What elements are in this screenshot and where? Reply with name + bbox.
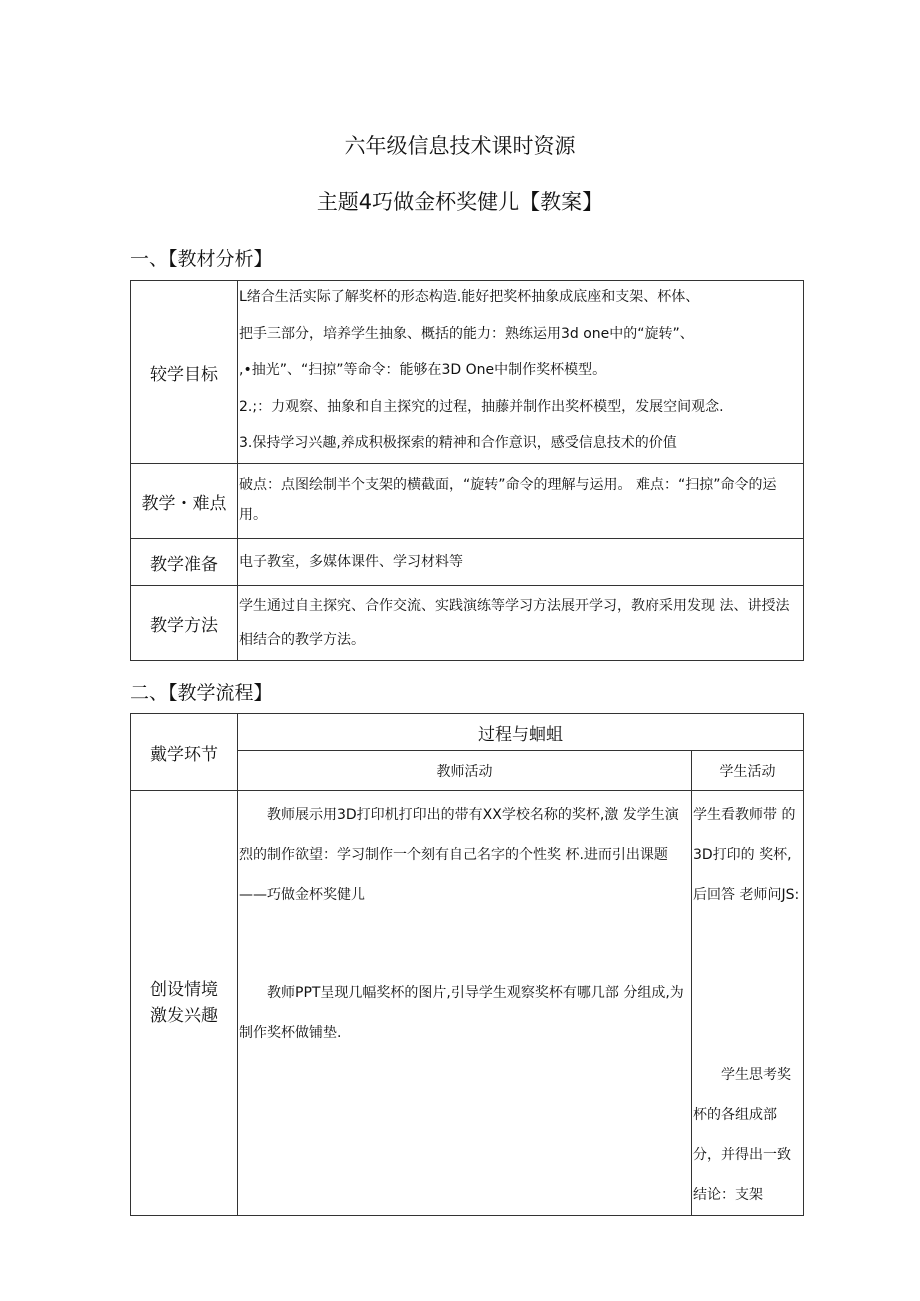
header-student: 学生活动: [692, 751, 804, 791]
doc-title: 六年级信息技术课时资源: [344, 134, 576, 158]
flow-table: [130, 713, 804, 1216]
stage-line: 创设情境: [150, 980, 218, 1000]
stage-cell: [131, 791, 238, 1216]
difficulty-cell: 破点：点图绘制半个支架的横截面，“旋转”命令的理解与运用。 难点：“扫掠”命令的运用。: [238, 464, 804, 539]
student-paragraph: 学生看教师带 的3D打印的 奖杯,后回答 老师问JS:: [693, 807, 800, 903]
teacher-paragraph: 教师PPT呈现几幅奖杯的图片,引导学生观察奖杯有哪几部 分组成,为制作奖杯做铺垫.: [239, 985, 684, 1041]
row-label: 教学方法: [131, 586, 238, 661]
header-process: 过程与蛔蛆: [238, 714, 804, 751]
row-label: 教学・难点: [131, 464, 238, 539]
header-stage: 戴学环节: [131, 714, 238, 791]
doc-subtitle: 主题4巧做金杯奖健儿【教案】: [316, 190, 604, 214]
analysis-table: [130, 280, 804, 661]
goal-line: 2.;：力观察、抽象和自主探究的过程，抽藤并制作出奖杯模型，发展空间观念.: [239, 398, 724, 415]
teacher-activity-cell: [238, 791, 692, 1216]
goal-line: L绪合生活实际了解奖杯的形态构造.能好把奖杯抽象成底座和支架、杯体、: [239, 289, 700, 305]
row-label: 教学准备: [131, 539, 238, 586]
section-heading-analysis: 一、【教材分析】: [130, 248, 273, 270]
teacher-paragraph: 教师展示用3D打印机打印出的带有XX学校名称的奖杯,激 发学生演烈的制作欲望：学习制作一个刻有自己名字的个性奖 杯.进而引出课题——巧做金杯奖健儿: [239, 807, 679, 903]
goals-cell: [238, 281, 804, 464]
goal-line: 3.保持学习兴趣,养成积极探索的精神和合作意识，感受信息技术的价值: [239, 435, 677, 451]
student-paragraph: 学生思考奖杯的各组成部分，并得出一致结论：支架: [693, 1067, 791, 1203]
stage-line: 激发兴趣: [150, 1006, 218, 1026]
section-heading-flow: 二、【教学流程】: [130, 682, 273, 704]
student-activity-cell: [692, 791, 804, 1216]
row-label: 较学目标: [131, 281, 238, 464]
goal-line: 把手三部分，培养学生抽象、概括的能力：熟练运用3d one中的“旋转”、: [239, 325, 694, 342]
header-teacher: 教师活动: [238, 751, 692, 791]
preparation-cell: 电子教室，多媒体课件、学习材料等: [238, 539, 804, 586]
goal-line: ,•抽光”、“扫掠”等命令：能够在3D One中制作奖杯模型。: [239, 362, 607, 378]
method-cell: 学生通过自主探究、合作交流、实践演练等学习方法展开学习，教府采用发现 法、讲授法相结合的教学方法。: [238, 586, 804, 661]
